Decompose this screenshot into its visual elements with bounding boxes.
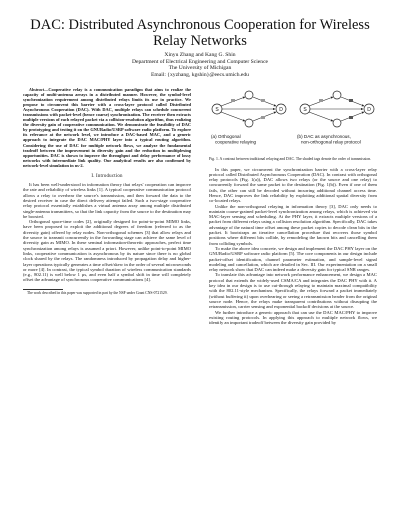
- author-block: [20, 52, 380, 78]
- body-paragraph: We further introduce a generic approach that can use the DAC MAC/PHY to improve existing routing protocols. In applying this approach to multiple network flows, we identify an important tradeoff between the diversity gain provided by: [209, 309, 377, 326]
- body-paragraph: In this paper, we circumvent the synchronization barrier with a cross-layer relay protocol called Distributed Asynchronous Cooperation (DAC). In contrast with orthogonal relay protocols (Fig. 1(a)), DAC allows two relays (or the source and one relay) to concurrently forward the same packet to the destination (Fig. 1(b)). Even if one of them fails, the other can still be decoded without incurring additional channel access time. Hence, DAC improves the link reliability by exploiting additional spatial diversity from co-located relays.: [209, 166, 377, 204]
- source-node-label: S: [215, 107, 219, 113]
- author-names: Xinyu Zhang and Kang G. Shin: [164, 52, 236, 58]
- paper-title: DAC: Distributed Asynchronous Cooperation for Wireless Relay Networks: [30, 17, 370, 49]
- relay-node: [245, 91, 253, 99]
- diagram-orthogonal: [212, 91, 286, 127]
- order-tag: [349, 116, 353, 119]
- subfigure-a-label: (a) Orthogonal cooperative relaying: [211, 134, 257, 145]
- figure-caption: Fig. 1. A contrast between traditional relaying and DAC. The shaded tags denote the order of transmission.: [209, 157, 372, 161]
- diagram-dac: [300, 91, 374, 127]
- subfigure-b-label: (b) DAC as asynchronous, non-orthogonal relay protocol: [297, 134, 361, 145]
- relay-node: [333, 91, 341, 99]
- abstract-label: Abstract: [29, 87, 44, 92]
- body-paragraph: Unlike the non-orthogonal relaying in information theory [3], DAC only needs to maintain coarse-grained packet-level synchronization among relays, which is achieved via MAC-layer sensing and scheduling. At the PHY layer, it extracts multiple versions of a packet from different relays using a collision resolution algorithm. Specifically, DAC takes advantage of the natural time offset among these packet copies to decode clean bits in the packet. It bootstraps an iterative cancellation procedure that recovers those symbol positions where different bits collide, by remodeling the known bits and cancelling them from colliding symbols.: [209, 203, 377, 246]
- body-paragraph: To make the above idea concrete, we design and implement the DAC PHY layer on the GNURadio/USRP software radio platform [5]. The core components in our design include packet-offset identification, channel parameter estimation, and sample-level signal modeling and cancellation, which are detailed in Sec. III. Our experimentation on a small relay network show that DAC can indeed make a diversity gain for typical SNR ranges.: [209, 245, 377, 273]
- intro-paragraph: It has been well-understood in information theory that relays' cooperation can improve the rate and reliability of wireless links [1]. A typical cooperative communication protocol allows a relay to overhear the source's transmission, and then forward the data to the desired receiver in case the direct delivery attempt failed. Such a two-stage cooperative relay protocol essentially establishes a virtual antenna array among multiple distributed single-antenna transmitters, so that the link capacity from the source to the destination may be boosted.: [23, 182, 191, 219]
- figure-1: [209, 87, 377, 155]
- order-tag: [261, 99, 265, 102]
- body-paragraph: To translate this advantage into network performance enhancement, we design a MAC protocol that extends the widely-used CSMA/CA and integrates the DAC PHY with it. A key idea in our design is to use cut-through relaying to maintain maximal compatibility with the 802.11-style mechanism. Specifically, the relays forward a packet immediately (without buffering it) upon overhearing or seeing a retransmission header from the original source node. Hence, the relays make transparent contributions without disrupting the retransmission, carrier sensing and exponential backoff decisions at the source.: [209, 272, 377, 310]
- footnote-divider: [23, 289, 63, 290]
- source-node-label: S: [303, 107, 307, 113]
- author-email: Email: {xyzhang, kgshin}@eecs.umich.edu: [151, 71, 249, 78]
- relay-diagram: [209, 87, 377, 155]
- link-arrow: [309, 112, 333, 121]
- author-department: Department of Electrical Engineering and Computer Science: [131, 58, 269, 65]
- section-heading-introduction: I. Introduction: [91, 173, 123, 179]
- left-column: [23, 87, 191, 295]
- right-column: [209, 87, 377, 325]
- abstract: [23, 87, 191, 168]
- abstract-text: —Cooperative relay is a communication paradigm that aims to realize the capacity of multi-antenna arrays in a distributed manner. However, the symbol-level synchronization requirement among distributed relays limits its use in practice. We propose to circumvent this barrier with a cross-layer protocol called Distributed Asynchronous Cooperation (DAC). With DAC, multiple relays can schedule concurrent transmissions with packet-level (hence coarse) synchronization. The receiver then extracts multiple versions of each relayed packet via a collision-resolution algorithm, thus realizing the diversity gain of cooperative communication. We demonstrate the feasibility of DAC by prototyping and testing it on the GNURadio/USRP software radio platform. To explore its relevance at the network level, we introduce a DAC-based MAC, and a generic approach to integrate the DAC MAC/PHY layer into a typical routing algorithm. Considering the use of DAC for multiple network flows, we analyze the fundamental tradeoff between the improvement in diversity gain and the reduction in multiplexing opportunities. DAC is shown to improve the throughput and delay performance of lossy networks with intermediate link quality. Our analytical results are also confirmed by network-level simulation in ns-2.: [23, 87, 191, 168]
- destination-node-label: D: [279, 107, 283, 113]
- intro-paragraph: Orthogonal space-time codes [2], originally designed for point-to-point MIMO links, have been proposed to exploit the additional degrees of freedom (referred to as the diversity gain) offered by relay nodes. Non-orthogonal schemes [3] that allow relays and the source to transmit concurrently in the forwarding stage can achieve the same level of diversity gain as MIMO. In these seminal information-theoretic approaches, perfect time synchronization among relays is assumed a priori. However, unlike point-to-point MIMO links, cooperative communication is asynchronous by its nature since there is no global clock shared by the relays. The randomness introduced by propagation delay and higher-layer operations typically generates a time offset/skew in the order of several microseconds or more [4]. In contrast, the typical symbol duration of wireless communication standards (e.g., 802.11) is well below 1 µs, and even half a symbol shift in time will completely offset the advantage of synchronous cooperative communications [4].: [23, 219, 191, 283]
- relay-node: [333, 119, 341, 127]
- order-tag: [261, 116, 265, 119]
- order-tag: [319, 99, 323, 102]
- footnote: The work described in this paper was supported in part by the NSF under Grant CNS-0721529.: [27, 290, 168, 295]
- destination-node-label: D: [367, 107, 371, 113]
- relay-node: [245, 119, 253, 127]
- author-institution: The University of Michigan: [168, 65, 232, 72]
- link-arrow: [221, 112, 245, 121]
- order-tag: [349, 99, 353, 102]
- order-tag: [231, 99, 235, 102]
